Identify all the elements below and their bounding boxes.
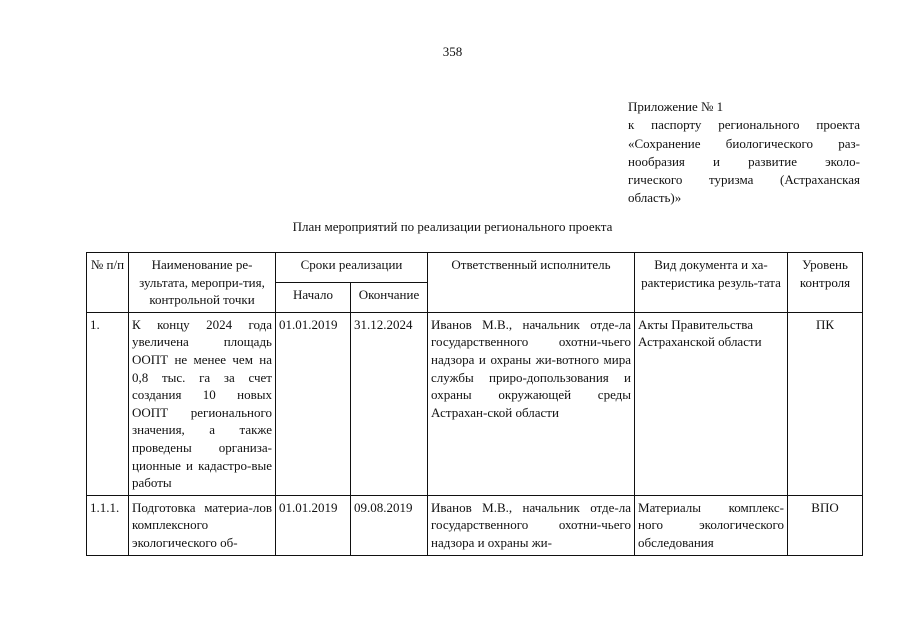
row-control: ПК bbox=[788, 312, 863, 495]
appendix-title: Приложение № 1 bbox=[628, 99, 724, 114]
header-number: № п/п bbox=[87, 253, 129, 313]
header-end: Окончание bbox=[351, 282, 428, 312]
row-start: 01.01.2019 bbox=[276, 495, 351, 555]
row-name: Подготовка материа-лов комплексного экологического об- bbox=[129, 495, 276, 555]
table-header-row bbox=[87, 253, 863, 283]
appendix-line: к паспорту регионального проекта bbox=[628, 117, 860, 133]
document-title: План мероприятий по реализации регионального проекта bbox=[292, 219, 613, 234]
row-name: К концу 2024 года увеличена площадь ООПТ не менее чем на 0,8 тыс. га за счет создания 10 новых ООПТ регионального значения, а также проведены организа-ционные и кадастро-вые работы bbox=[129, 312, 276, 495]
header-name: Наименование ре-зультата, меропри-тия, контрольной точки bbox=[129, 253, 276, 313]
header-executor: Ответственный исполнитель bbox=[428, 253, 635, 313]
row-executor: Иванов М.В., начальник отде-ла государственного охотни-чьего надзора и охраны жи- bbox=[428, 495, 635, 555]
row-start: 01.01.2019 bbox=[276, 312, 351, 495]
row-control: ВПО bbox=[788, 495, 863, 555]
row-number: 1. bbox=[87, 312, 129, 495]
row-document: Акты Правительства Астраханской области bbox=[635, 312, 788, 495]
appendix-line: «Сохранение биологического раз- bbox=[628, 135, 860, 151]
header-terms: Сроки реализации bbox=[276, 253, 428, 283]
row-number: 1.1.1. bbox=[87, 495, 129, 555]
row-document: Материалы комплекс-ного экологического обследования bbox=[635, 495, 788, 555]
row-executor: Иванов М.В., начальник отде-ла государственного охотни-чьего надзора и охраны жи-вотного мира службы приро-допользования и охраны окружающей среды Астрахан-ской области bbox=[428, 312, 635, 495]
appendix-line: область)» bbox=[628, 190, 682, 206]
header-control: Уровень контроля bbox=[788, 253, 863, 313]
header-document: Вид документа и ха-рактеристика резуль-тата bbox=[635, 253, 788, 313]
row-end: 09.08.2019 bbox=[351, 495, 428, 555]
appendix-block bbox=[628, 98, 860, 208]
header-start: Начало bbox=[276, 282, 351, 312]
appendix-line: гического туризма (Астраханская bbox=[628, 172, 860, 188]
row-end: 31.12.2024 bbox=[351, 312, 428, 495]
table-row bbox=[87, 495, 863, 555]
page-number: 358 bbox=[442, 44, 463, 59]
plan-table bbox=[86, 252, 863, 556]
appendix-line: нообразия и развитие эколо- bbox=[628, 153, 860, 169]
table-row bbox=[87, 312, 863, 495]
